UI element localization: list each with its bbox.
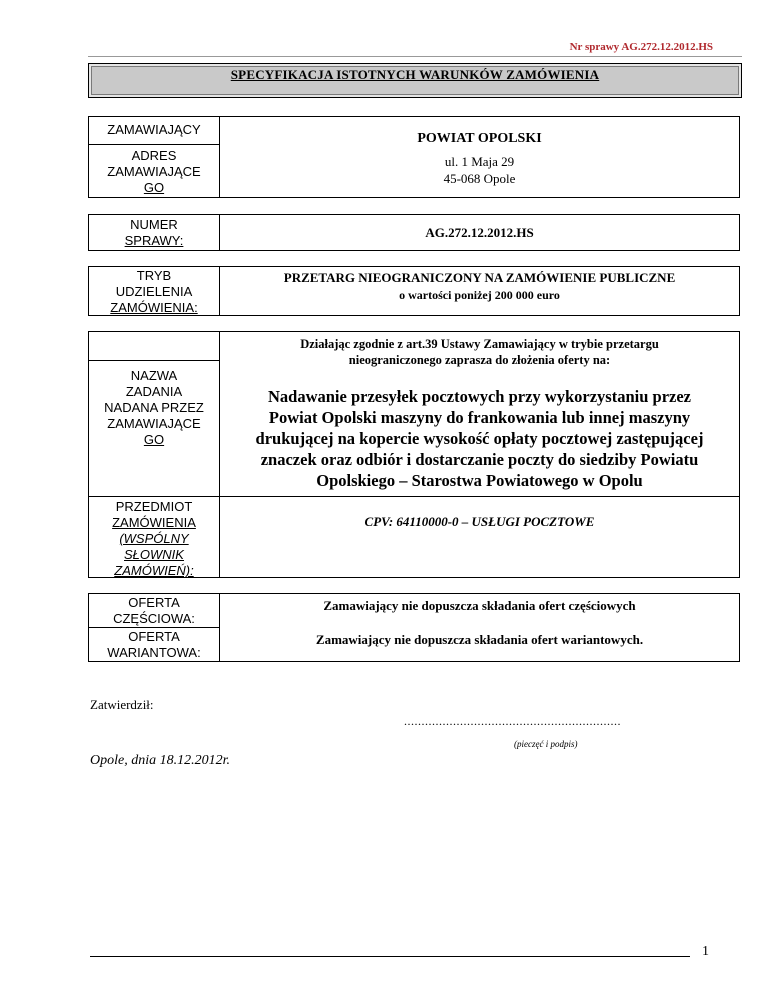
address-value: ul. 1 Maja 29 45-068 Opole (443, 154, 516, 186)
header-rule (88, 56, 742, 57)
value-nazwa-zadania (219, 331, 740, 497)
intro-text: Działając zgodnie z art.39 Ustawy Zamawiający w trybie przetargu nieograniczonego zaprasza do złożenia oferty na: (300, 337, 659, 367)
label-nazwa-zadania: NAZWA ZADANIA NADANA PRZEZ ZAMAWIAJĄCE GO (88, 360, 220, 497)
case-number-header: Nr sprawy AG.272.12.2012.HS (569, 41, 713, 53)
label-nazwa-spacer (88, 331, 220, 361)
zamawiajacy-value: POWIAT OPOLSKI (417, 131, 542, 146)
partial-offer-value: Zamawiający nie dopuszcza składania ofert częściowych (323, 598, 636, 613)
label-numer-sprawy: NUMER SPRAWY: (88, 214, 220, 251)
value-przedmiot: CPV: 64110000-0 – USŁUGI POCZTOWE (219, 496, 740, 578)
page-number: 1 (702, 944, 709, 959)
value-zamawiajacy-adres (219, 116, 740, 198)
label-przedmiot: PRZEDMIOT ZAMÓWIENIA (WSPÓLNY SŁOWNIK ZAMÓWIEŃ): (88, 496, 220, 578)
footer-rule (90, 956, 690, 957)
label-oferta-wariantowa: OFERTA WARIANTOWA: (88, 627, 220, 662)
signature-caption: (pieczęć i podpis) (514, 739, 578, 749)
task-name: Nadawanie przesyłek pocztowych przy wykorzystaniu przez Powiat Opolski maszyny do frankowania lub innej maszyny drukującej na kopercie wysokość opłaty pocztowej zastępującej znaczek oraz odbiór i dostarczanie poczty do siedziby Powiatu Opolskiego – Starostwa Powiatowego w Opolu (255, 387, 704, 490)
value-tryb: PRZETARG NIEOGRANICZONY NA ZAMÓWIENIE PUBLICZNE o wartości poniżej 200 000 euro (219, 266, 740, 316)
label-zamawiajacy: ZAMAWIAJĄCY (88, 116, 220, 145)
value-oferty (219, 593, 740, 662)
title-banner (88, 63, 742, 98)
variant-offer-value: Zamawiający nie dopuszcza składania ofert wariantowych. (315, 632, 644, 647)
approved-label: Zatwierdził: (90, 697, 154, 712)
value-numer-sprawy: AG.272.12.2012.HS (219, 214, 740, 251)
label-tryb: TRYB UDZIELENIA ZAMÓWIENIA: (88, 266, 220, 316)
label-adres: ADRES ZAMAWIAJĄCE GO (88, 144, 220, 198)
place-date: Opole, dnia 18.12.2012r. (90, 753, 230, 768)
document-title: SPECYFIKACJA ISTOTNYCH WARUNKÓW ZAMÓWIENIA (230, 67, 600, 82)
label-oferta-czesciowa: OFERTA CZĘŚCIOWA: (88, 593, 220, 628)
signature-line: .............................................................. (404, 714, 621, 728)
